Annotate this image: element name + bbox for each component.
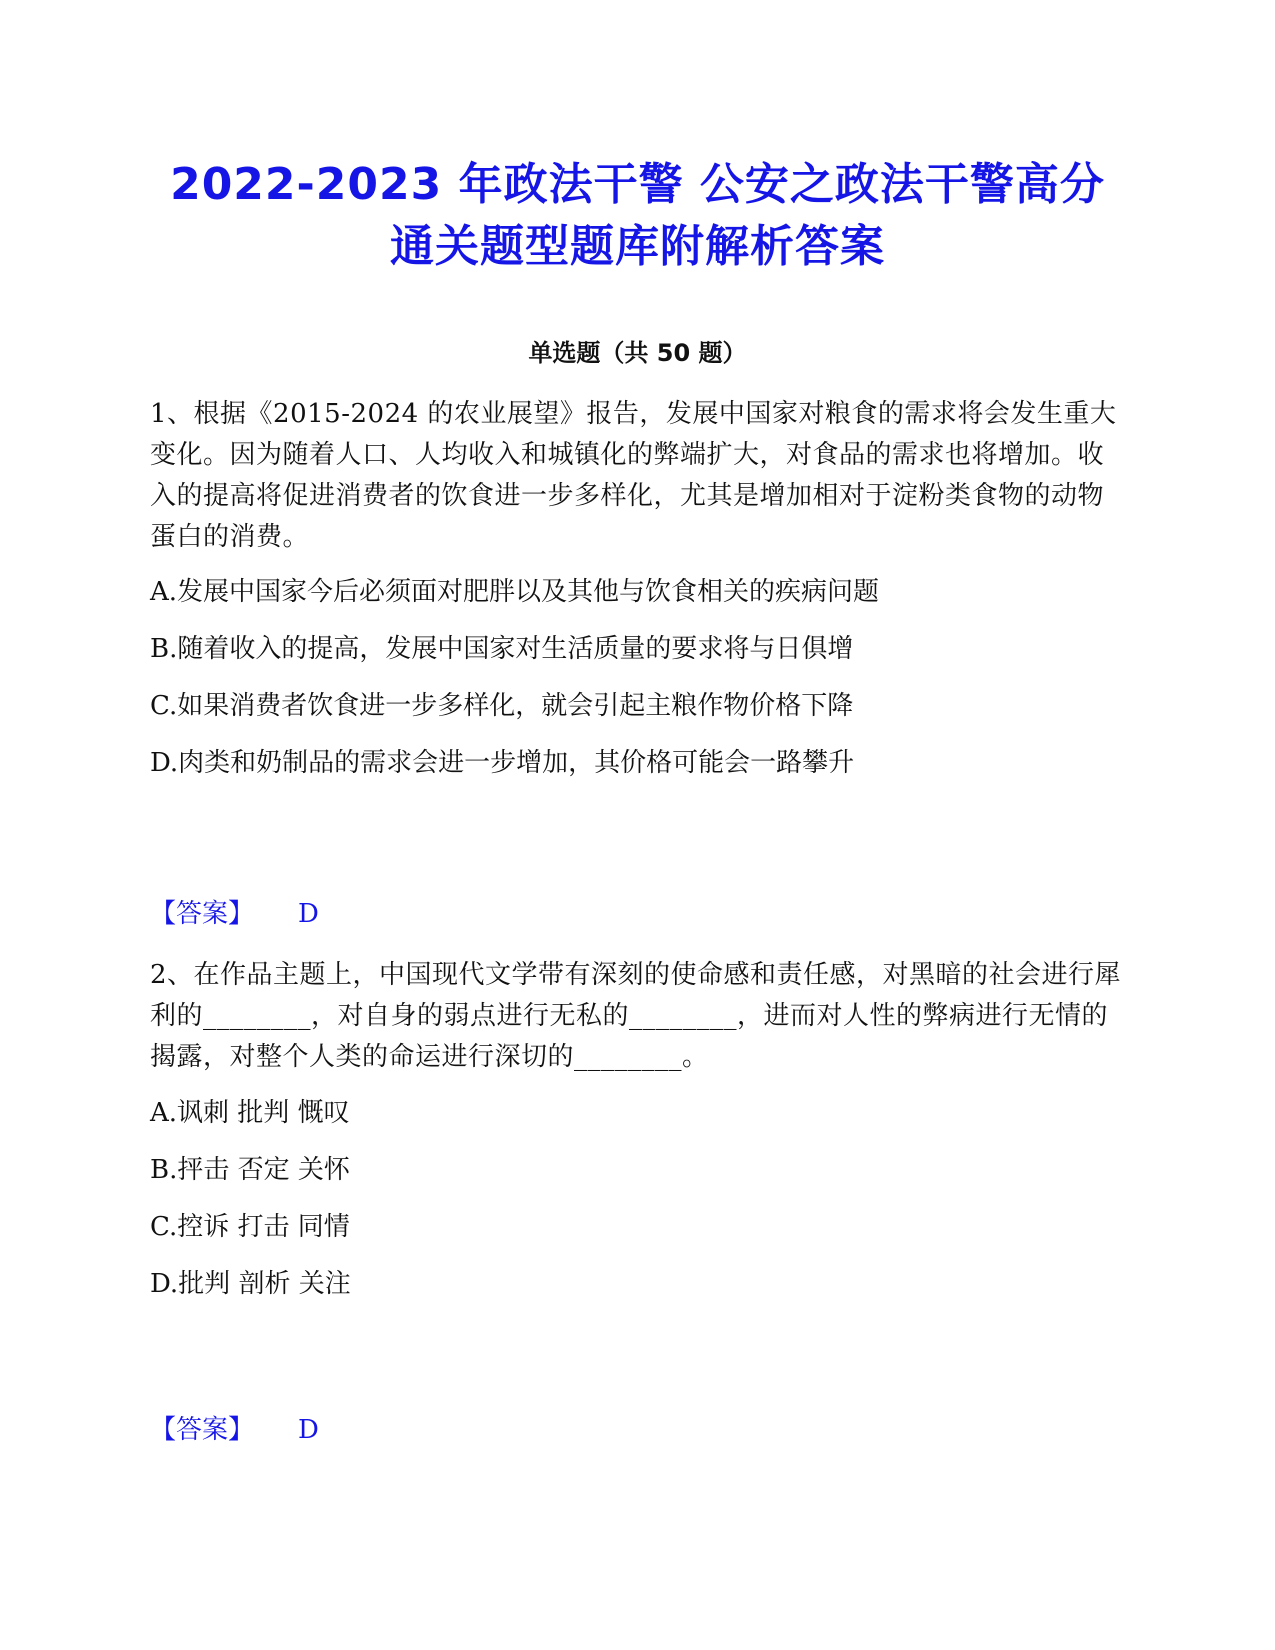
question-1-option-b: B.随着收入的提高，发展中国家对生活质量的要求将与日俱增 [150, 634, 854, 664]
question-2-option-a: A.讽刺 批判 慨叹 [150, 1098, 350, 1128]
page-title-line-1: 2022-2023 年政法干警 公安之政法干警高分 [170, 159, 1105, 210]
question-2-answer [150, 1412, 319, 1448]
question-1-option-d: D.肉类和奶制品的需求会进一步增加，其价格可能会一路攀升 [150, 748, 855, 778]
question-1-option-c: C.如果消费者饮食进一步多样化，就会引起主粮作物价格下降 [150, 691, 854, 721]
question-2-text: 2、在作品主题上，中国现代文学带有深刻的使命感和责任感，对黑暗的社会进行犀利的________，对自身的弱点进行无私的________，进而对人性的弊病进行无情的揭露，对整个人类的命运进行深切的________。 [150, 960, 1122, 1072]
question-1-option-a: A.发展中国家今后必须面对肥胖以及其他与饮食相关的疾病问题 [150, 577, 880, 607]
answer-value: D [298, 899, 319, 929]
question-1-answer [150, 896, 319, 932]
page-title-line-2: 通关题型题库附解析答案 [390, 221, 885, 272]
answer-label: 【答案】 [150, 1415, 255, 1445]
section-heading: 单选题（共 50 题） [528, 339, 747, 367]
answer-value: D [298, 1415, 319, 1445]
question-1-text: 1、根据《2015-2024 的农业展望》报告，发展中国家对粮食的需求将会发生重大变化。因为随着人口、人均收入和城镇化的弊端扩大，对食品的需求也将增加。收入的提高将促进消费者的饮食进一步多样化，尤其是增加相对于淀粉类食物的动物蛋白的消费。 [150, 399, 1117, 552]
answer-label: 【答案】 [150, 899, 255, 929]
question-2-option-c: C.控诉 打击 同情 [150, 1212, 350, 1242]
question-2-option-b: B.抨击 否定 关怀 [150, 1155, 350, 1185]
question-2-option-d: D.批判 剖析 关注 [150, 1269, 351, 1299]
